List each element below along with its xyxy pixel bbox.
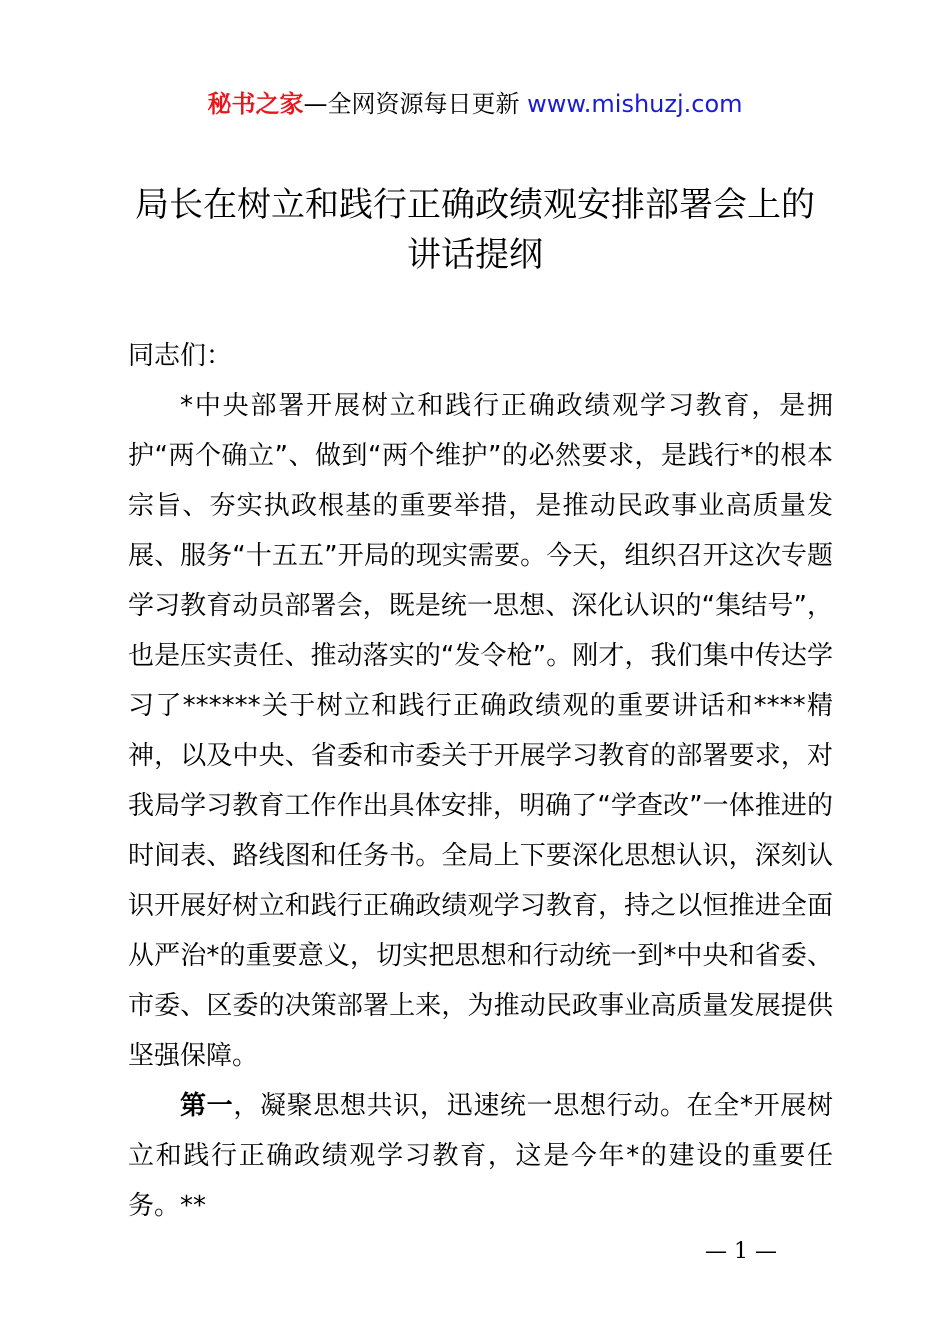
- section-1-text: ，凝聚思想共识，迅速统一思想行动。在全*开展树立和践行正确政绩观学习教育，这是今年*的建设的重要任务。**: [128, 1091, 833, 1221]
- title-line-2: 讲话提纲: [407, 235, 543, 275]
- header-tagline: —全网资源每日更新: [303, 90, 520, 118]
- site-url-link[interactable]: www.mishuzj.com: [527, 90, 743, 118]
- title-line-1: 局长在树立和践行正确政绩观安排部署会上的: [135, 185, 815, 225]
- brand-name: 秘书之家: [207, 90, 304, 118]
- document-body: [128, 331, 833, 1231]
- site-header: [0, 86, 950, 122]
- document-title: [80, 180, 870, 280]
- section-1-paragraph: [128, 1081, 833, 1231]
- salutation: 同志们：: [128, 341, 233, 371]
- intro-paragraph: *中央部署开展树立和践行正确政绩观学习教育，是拥护“两个确立”、做到“两个维护”的必然要求，是践行*的根本宗旨、夯实执政根基的重要举措，是推动民政事业高质量发展、服务“十五五”开局的现实需要。今天，组织召开这次专题学习教育动员部署会，既是统一思想、深化认识的“集结号”，也是压实责任、推动落实的“发令枪”。刚才，我们集中传达学习了******关于树立和践行正确政绩观的重要讲话和****精神，以及中央、省委和市委关于开展学习教育的部署要求，对我局学习教育工作作出具体安排，明确了“学查改”一体推进的时间表、路线图和任务书。全局上下要深化思想认识，深刻认识开展好树立和践行正确政绩观学习教育，持之以恒推进全面从严治*的重要意义，切实把思想和行动统一到*中央和省委、市委、区委的决策部署上来，为推动民政事业高质量发展提供坚强保障。: [128, 391, 833, 1071]
- section-1-heading: 第一: [180, 1091, 234, 1121]
- page-number: — 1 —: [705, 1239, 777, 1264]
